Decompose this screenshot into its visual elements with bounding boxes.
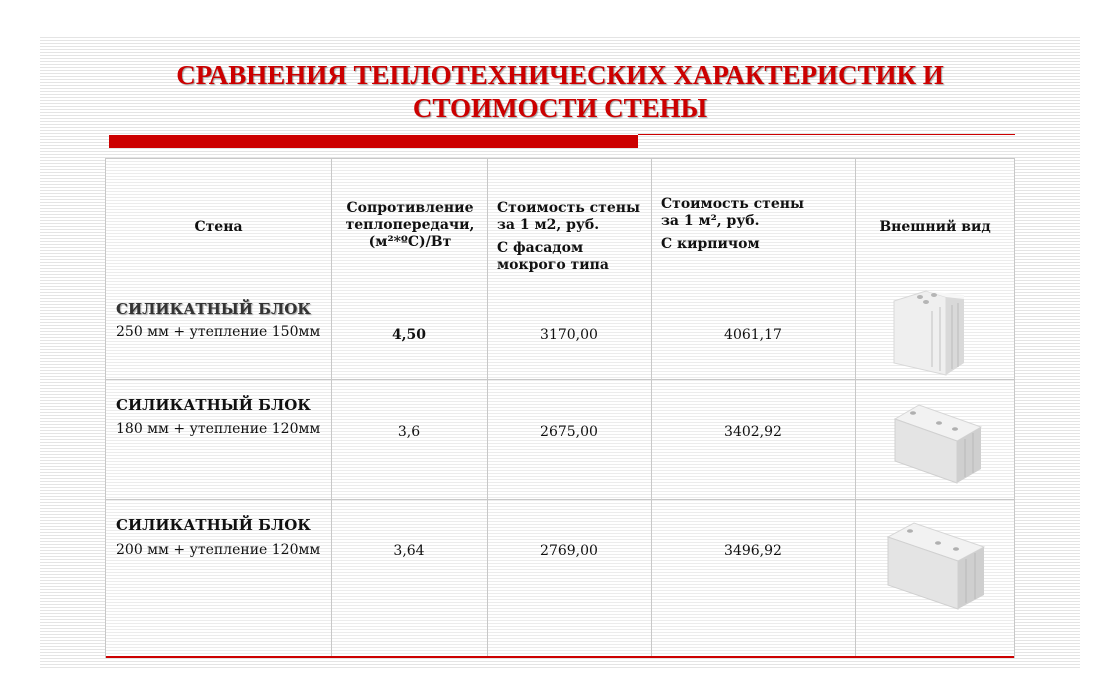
silicate-block-icon [884, 517, 992, 615]
row-divider [106, 499, 1014, 500]
row-2-wall-desc: 180 мм + утепление 120мм [116, 421, 321, 437]
header-cost-brick-line: Стоимость стены [661, 196, 805, 212]
table-bottom-accent [106, 656, 1014, 658]
header-cost-facade-line: С фасадом [497, 240, 584, 256]
row-3-cost-brick: 3496,92 [724, 543, 782, 559]
slide [40, 35, 1080, 669]
row-2-cost-brick: 3402,92 [724, 424, 782, 440]
header-cost-facade-line: мокрого типа [497, 257, 609, 273]
row-3-resistance: 3,64 [393, 543, 425, 559]
header-resistance-line: теплопередачи, [345, 217, 475, 233]
row-1-cost-facade: 3170,00 [540, 327, 598, 343]
row-2-wall-name: СИЛИКАТНЫЙ БЛОК [116, 396, 311, 414]
row-1-resistance: 4,50 [391, 327, 427, 343]
title-line-2: СТОИМОСТИ СТЕНЫ [412, 93, 708, 123]
row-3-wall-desc: 200 мм + утепление 120мм [116, 542, 321, 558]
row-3-wall-name: СИЛИКАТНЫЙ БЛОК [116, 516, 311, 534]
comparison-table [105, 158, 1015, 658]
header-resistance [338, 200, 482, 251]
header-cost-brick-line: С кирпичом [661, 236, 760, 252]
header-appearance [855, 219, 1015, 236]
header-cost-facade-line: Стоимость стены [497, 200, 641, 216]
header-resistance-line: Сопротивление [346, 200, 474, 216]
header-cost-facade-line: за 1 м2, руб. [497, 217, 600, 233]
column-divider [331, 159, 332, 657]
row-1-cost-brick: 4061,17 [724, 327, 782, 343]
row-1-wall-desc: 250 мм + утепление 150мм [116, 324, 321, 340]
title-line-1: СРАВНЕНИЯ ТЕПЛОТЕХНИЧЕСКИХ ХАРАКТЕРИСТИК И [176, 60, 944, 90]
header-cost-brick-line: за 1 м², руб. [661, 213, 760, 229]
title-accent-line [638, 134, 1015, 135]
row-2-resistance: 3,6 [397, 424, 421, 440]
column-divider [651, 159, 652, 657]
silicate-block-thick-icon [888, 287, 988, 377]
header-cost-facade [497, 200, 649, 274]
header-appearance-label: Внешний вид [879, 219, 991, 235]
title-accent-bar [109, 135, 638, 148]
header-wall-label: Стена [194, 219, 243, 235]
silicate-block-icon [891, 399, 991, 489]
row-1-wall-name: СИЛИКАТНЫЙ БЛОК [116, 300, 311, 318]
row-divider [106, 379, 1014, 380]
header-wall [106, 219, 331, 236]
row-3-cost-facade: 2769,00 [540, 543, 598, 559]
header-cost-brick [661, 196, 851, 253]
row-2-cost-facade: 2675,00 [540, 424, 598, 440]
column-divider [487, 159, 488, 657]
header-resistance-line: (м²*ºС)/Вт [368, 234, 452, 250]
page-title [40, 59, 1080, 125]
